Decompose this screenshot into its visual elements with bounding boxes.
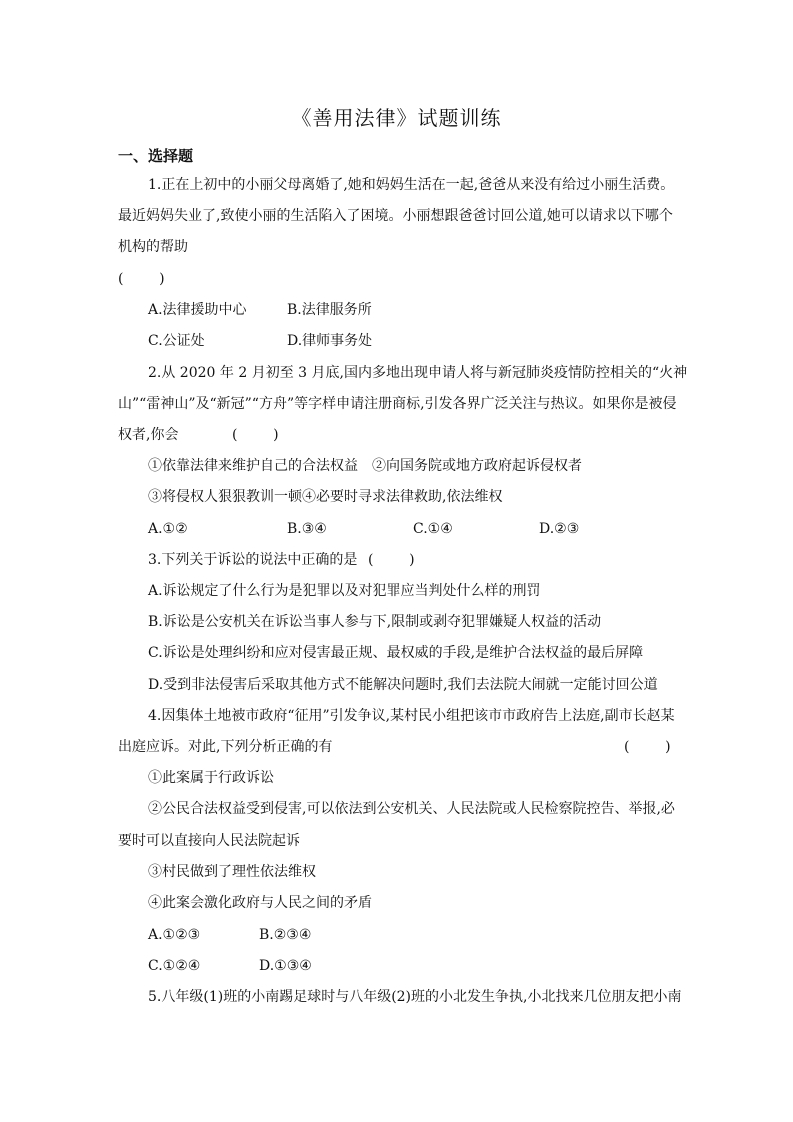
q2-text-line2: 山”“雷神山”及“新冠”“方舟”等字样申请注册商标,引发各界广泛关注与热议。如果你是被侵 <box>118 396 677 412</box>
q4-option-d: D.①③④ <box>259 958 312 974</box>
q1-option-a: A.法律援助中心 <box>148 302 247 318</box>
q2-text-line1: 2.从 2020 年 2 月初至 3 月底,国内多地出现申请人将与新冠肺炎疫情防控相关的“火神 <box>148 365 688 381</box>
q2-statement-3-4: ③将侵权人狠狠教训一顿④必要时寻求法律救助,依法维权 <box>148 489 503 505</box>
q4-option-c: C.①②④ <box>148 958 201 974</box>
q3-text-line1: 3.下列关于诉讼的说法中正确的是 <box>148 552 358 568</box>
q4-statement-2-line1: ②公民合法权益受到侵害,可以依法到公安机关、人民法院或人民检察院控告、举报,必 <box>148 801 675 817</box>
q4-answer-bracket: ( ) <box>624 739 671 755</box>
q4-option-b: B.②③④ <box>259 927 312 943</box>
q4-statement-4: ④此案会激化政府与人民之间的矛盾 <box>148 895 372 911</box>
q2-option-d: D.②③ <box>539 521 580 537</box>
q4-option-a: A.①②③ <box>148 927 201 943</box>
q3-option-a: A.诉讼规定了什么行为是犯罪以及对犯罪应当判处什么样的刑罚 <box>148 583 541 599</box>
q2-option-c: C.①④ <box>413 521 453 537</box>
q1-option-d: D.律师事务处 <box>287 333 373 349</box>
q1-text-line3: 机构的帮助 <box>118 239 188 255</box>
q4-text-line2: 出庭应诉。对此,下列分析正确的有 <box>118 739 333 755</box>
page-title: 《善用法律》试题训练 <box>291 106 502 130</box>
q3-answer-bracket: ( ) <box>368 552 415 568</box>
q4-statement-3: ③村民做到了理性依法维权 <box>148 864 316 880</box>
q3-option-b: B.诉讼是公安机关在诉讼当事人参与下,限制或剥夺犯罪嫌疑人权益的活动 <box>148 614 602 630</box>
q4-statement-1: ①此案属于行政诉讼 <box>148 770 274 786</box>
q1-text-line2: 最近妈妈失业了,致使小丽的生活陷入了困境。小丽想跟爸爸讨回公道,她可以请求以下哪个 <box>118 208 673 224</box>
q4-text-line1: 4.因集体土地被市政府“征用”引发争议,某村民小组把该市市政府告上法庭,副市长赵某 <box>148 708 675 724</box>
section-heading: 一、选择题 <box>118 147 194 165</box>
q5-text-line1: 5.八年级(1)班的小南踢足球时与八年级(2)班的小北发生争执,小北找来几位朋友把小南 <box>148 989 682 1005</box>
q2-statement-1-2: ①依靠法律来维护自己的合法权益 ②向国务院或地方政府起诉侵权者 <box>148 458 582 474</box>
q1-option-b: B.法律服务所 <box>287 302 372 318</box>
q3-option-d: D.受到非法侵害后采取其他方式不能解决问题时,我们去法院大闹就一定能讨回公道 <box>148 677 658 693</box>
q1-answer-bracket: ( ) <box>118 271 165 287</box>
q2-text-line3: 权者,你会 <box>118 427 179 443</box>
q3-option-c: C.诉讼是处理纠纷和应对侵害最正规、最权威的手段,是维护合法权益的最后屏障 <box>148 645 644 661</box>
q2-answer-bracket: ( ) <box>232 427 279 443</box>
q2-option-b: B.③④ <box>287 521 327 537</box>
q2-option-a: A.①② <box>148 521 188 537</box>
q1-option-c: C.公证处 <box>148 333 205 349</box>
q1-text-line1: 1.正在上初中的小丽父母离婚了,她和妈妈生活在一起,爸爸从来没有给过小丽生活费。 <box>148 177 675 193</box>
q4-statement-2-line2: 要时可以直接向人民法院起诉 <box>118 833 300 849</box>
